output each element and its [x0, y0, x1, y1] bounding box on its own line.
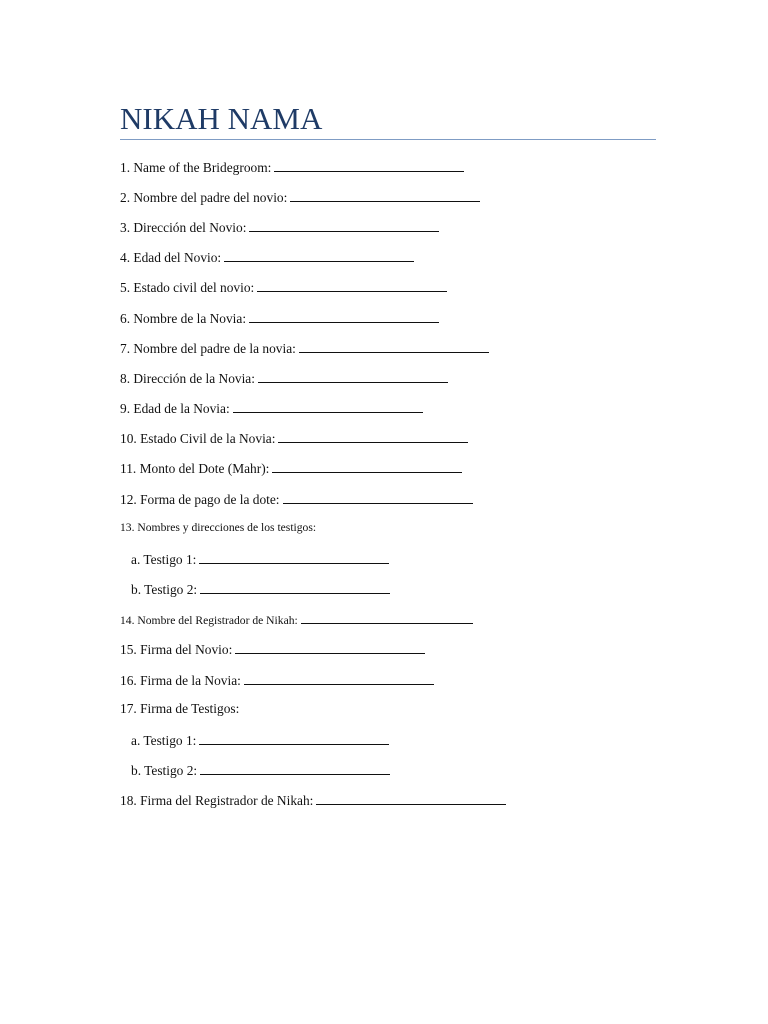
field-label: b. Testigo 2:	[131, 582, 198, 597]
blank-input-line[interactable]	[235, 639, 425, 654]
field-bride-address	[120, 368, 448, 388]
title-underline	[120, 139, 656, 140]
field-groom-address	[120, 217, 439, 237]
field-groom-father-name	[120, 187, 480, 207]
blank-input-line[interactable]	[249, 217, 439, 232]
blank-input-line[interactable]	[233, 398, 423, 413]
field-label: a. Testigo 1:	[131, 733, 197, 748]
field-bride-name	[120, 308, 439, 328]
field-label: 4. Edad del Novio:	[120, 250, 222, 265]
field-bride-age	[120, 398, 423, 418]
field-label: 15. Firma del Novio:	[120, 642, 233, 657]
field-label: 14. Nombre del Registrador de Nikah:	[120, 614, 298, 627]
blank-input-line[interactable]	[224, 247, 414, 262]
field-label: 5. Estado civil del novio:	[120, 280, 255, 295]
field-bridegroom-name	[120, 157, 464, 177]
field-nikah-registrar-signature	[120, 790, 506, 810]
field-label: 3. Dirección del Novio:	[120, 220, 247, 235]
field-label: 11. Monto del Dote (Mahr):	[120, 461, 270, 476]
blank-input-line[interactable]	[299, 338, 489, 353]
field-mahr-payment-method	[120, 489, 473, 509]
field-groom-signature	[120, 639, 425, 659]
field-label: 9. Edad de la Novia:	[120, 401, 230, 416]
field-witnesses-signature-heading	[120, 700, 239, 718]
field-label: 17. Firma de Testigos:	[120, 701, 240, 716]
blank-input-line[interactable]	[257, 277, 447, 292]
field-witness-1-signature	[131, 730, 389, 750]
field-bride-father-name	[120, 338, 489, 358]
field-label: 18. Firma del Registrador de Nikah:	[120, 793, 314, 808]
field-label: 13. Nombres y direcciones de los testigos:	[120, 521, 317, 534]
field-witnesses-heading	[120, 519, 316, 537]
blank-input-line[interactable]	[301, 609, 473, 624]
field-bride-signature	[120, 670, 434, 690]
blank-input-line[interactable]	[258, 368, 448, 383]
blank-input-line[interactable]	[272, 458, 462, 473]
field-label: 10. Estado Civil de la Novia:	[120, 431, 276, 446]
blank-input-line[interactable]	[249, 308, 439, 323]
blank-input-line[interactable]	[200, 579, 390, 594]
field-label: 8. Dirección de la Novia:	[120, 371, 255, 386]
blank-input-line[interactable]	[199, 730, 389, 745]
blank-input-line[interactable]	[290, 187, 480, 202]
blank-input-line[interactable]	[274, 157, 464, 172]
blank-input-line[interactable]	[278, 428, 468, 443]
field-label: a. Testigo 1:	[131, 552, 197, 567]
blank-input-line[interactable]	[283, 489, 473, 504]
field-label: 16. Firma de la Novia:	[120, 673, 241, 688]
field-label: 6. Nombre de la Novia:	[120, 311, 247, 326]
field-bride-marital-status	[120, 428, 468, 448]
field-witness-2	[131, 579, 390, 599]
field-label: b. Testigo 2:	[131, 763, 198, 778]
field-witness-1	[131, 549, 389, 569]
field-witness-2-signature	[131, 760, 390, 780]
field-label: 1. Name of the Bridegroom:	[120, 160, 272, 175]
field-label: 7. Nombre del padre de la novia:	[120, 341, 296, 356]
document-title: NIKAH NAMA	[120, 101, 323, 136]
field-label: 12. Forma de pago de la dote:	[120, 492, 280, 507]
field-nikah-registrar-name	[120, 609, 473, 630]
field-mahr-amount	[120, 458, 462, 478]
field-label: 2. Nombre del padre del novio:	[120, 190, 288, 205]
blank-input-line[interactable]	[200, 760, 390, 775]
field-groom-age	[120, 247, 414, 267]
blank-input-line[interactable]	[199, 549, 389, 564]
field-groom-marital-status	[120, 277, 447, 297]
blank-input-line[interactable]	[244, 670, 434, 685]
blank-input-line[interactable]	[316, 790, 506, 805]
